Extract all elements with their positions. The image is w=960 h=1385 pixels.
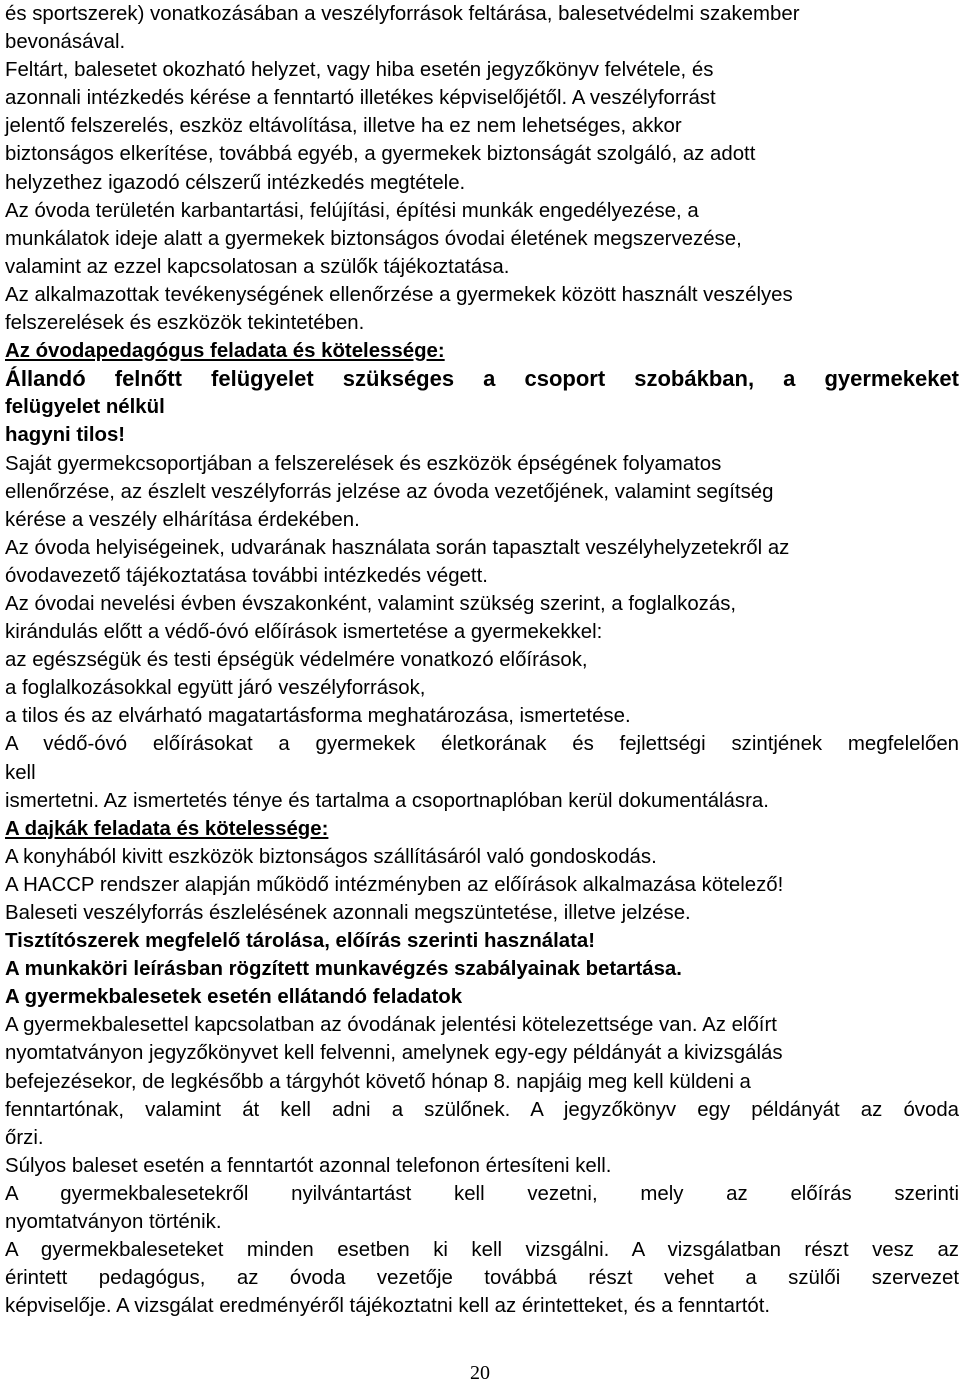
text-line: helyzethez igazodó célszerű intézkedés megtétele. <box>5 171 466 194</box>
text-line: bevonásával. <box>5 31 126 54</box>
text-line: A gyermekbalesetekről nyilvántartást kell vezetni, mely az előírás szerinti <box>5 1182 959 1205</box>
text-line: A konyhából kivitt eszközök biztonságos szállításáról való gondoskodás. <box>5 845 657 868</box>
text-line: ellenőrzése, az észlelt veszélyforrás jelzése az óvoda vezetőjének, valamint segítség <box>5 480 774 503</box>
text-line: azonnali intézkedés kérése a fenntartó illetékes képviselőjétől. A veszélyforrást <box>5 87 716 110</box>
text-line: fenntartónak, valamint át kell adni a szülőnek. A jegyzőkönyv egy példányát az óvoda <box>5 1098 959 1121</box>
heading-line: Tisztítószerek megfelelő tárolása, előírás szerinti használata! <box>5 930 596 953</box>
heading-line: Az óvodapedagógus feladata és kötelessége: <box>5 340 445 363</box>
heading-line: hagyni tilos! <box>5 424 126 447</box>
text-line: felszerelések és eszközök tekintetében. <box>5 312 365 335</box>
text-line: biztonságos elkerítése, továbbá egyéb, a gyermekek biztonságát szolgáló, az adott <box>5 143 756 166</box>
heading-line: felügyelet nélkül <box>5 396 165 419</box>
text-line: ismertetni. Az ismertetés ténye és tartalma a csoportnaplóban kerül dokumentálásra. <box>5 789 769 812</box>
text-line: óvodavezető tájékoztatása további intézkedés végett. <box>5 564 488 587</box>
document-page <box>5 0 959 1320</box>
text-line: munkálatok ideje alatt a gyermekek biztonságos óvodai életének megszervezése, <box>5 227 742 250</box>
text-line: a tilos és az elvárható magatartásforma meghatározása, ismertetése. <box>5 705 631 728</box>
text-line: nyomtatványon jegyzőkönyvet kell felvenni, amelynek egy-egy példányát a kivizsgálás <box>5 1042 783 1065</box>
text-line: A gyermekbaleseteket minden esetben ki kell vizsgálni. A vizsgálatban részt vesz az <box>5 1239 959 1262</box>
text-line: kirándulás előtt a védő-óvó előírások ismertetése a gyermekekkel: <box>5 621 603 644</box>
text-line: őrzi. <box>5 1126 44 1149</box>
text-line: Az óvodai nevelési évben évszakonként, valamint szükség szerint, a foglalkozás, <box>5 592 737 615</box>
text-line: A gyermekbalesettel kapcsolatban az óvodának jelentési kötelezettsége van. Az előírt <box>5 1014 777 1037</box>
text-line: Az óvoda helyiségeinek, udvarának használata során tapasztalt veszélyhelyzetekről az <box>5 536 790 559</box>
heading-line: A munkaköri leírásban rögzített munkavégzés szabályainak betartása. <box>5 958 682 981</box>
text-line: Súlyos baleset esetén a fenntartót azonnal telefonon értesíteni kell. <box>5 1154 612 1177</box>
text-line: kell <box>5 761 36 784</box>
text-line: Az alkalmazottak tevékenységének ellenőrzése a gyermekek között használt veszélyes <box>5 283 793 306</box>
text-line: Baleseti veszélyforrás észlelésének azonnali megszüntetése, illetve jelzése. <box>5 902 691 924</box>
text-line: Saját gyermekcsoportjában a felszerelések és eszközök épségének folyamatos <box>5 452 722 475</box>
text-line: Az óvoda területén karbantartási, felújítási, építési munkák engedélyezése, a <box>5 199 699 222</box>
text-line: Feltárt, balesetet okozható helyzet, vagy hiba esetén jegyzőkönyv felvétele, és <box>5 59 714 82</box>
text-line: A HACCP rendszer alapján működő intézményben az előírások alkalmazása kötelező! <box>5 873 784 896</box>
heading-line: Állandó felnőtt felügyelet szükséges a csoport szobákban, a gyermekeket <box>5 366 959 392</box>
text-line: az egészségük és testi épségük védelmére vonatkozó előírások, <box>5 649 588 672</box>
heading-line: A gyermekbalesetek esetén ellátandó feladatok <box>5 986 463 1009</box>
heading-line: A dajkák feladata és kötelessége: <box>5 817 329 840</box>
text-line: kérése a veszély elhárítása érdekében. <box>5 508 360 531</box>
text-line: A védő-óvó előírásokat a gyermekek életkorának és fejlettségi szintjének megfelelően <box>5 733 959 756</box>
text-line: nyomtatványon történik. <box>5 1211 222 1234</box>
page-number: 20 <box>470 1362 490 1384</box>
text-line: valamint az ezzel kapcsolatosan a szülők tájékoztatása. <box>5 255 510 278</box>
text-line: a foglalkozásokkal együtt járó veszélyforrások, <box>5 677 426 700</box>
text-line: képviselője. A vizsgálat eredményéről tájékoztatni kell az érintetteket, és a fenntartót. <box>5 1295 771 1318</box>
text-line: jelentő felszerelés, eszköz eltávolítása, illetve ha ez nem lehetséges, akkor <box>5 115 682 138</box>
text-line: és sportszerek) vonatkozásában a veszélyforrások feltárása, balesetvédelmi szakember <box>5 3 800 25</box>
text-line: érintett pedagógus, az óvoda vezetője továbbá részt vehet a szülői szervezet <box>5 1267 959 1290</box>
text-line: befejezésekor, de legkésőbb a tárgyhót követő hónap 8. napjáig meg kell küldeni a <box>5 1070 751 1093</box>
